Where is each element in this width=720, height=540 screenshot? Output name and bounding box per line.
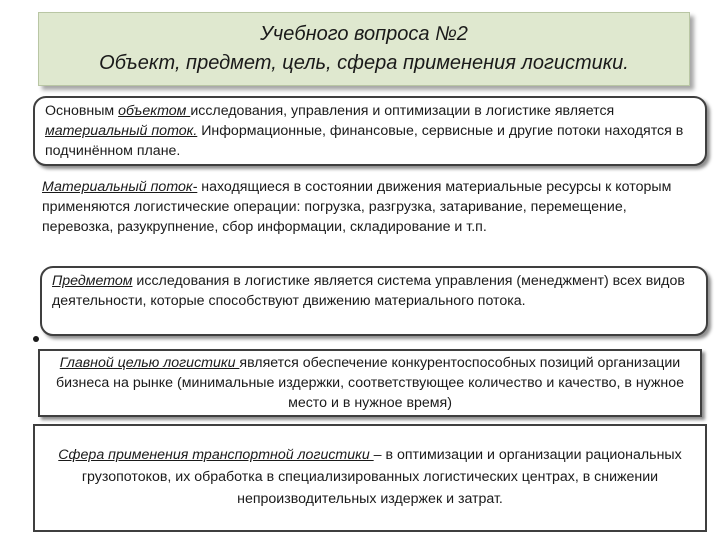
material-flow-definition-box	[34, 176, 694, 266]
subject-definition-box	[40, 266, 708, 336]
material-flow-text	[42, 177, 686, 237]
material-flow-body: находящиеся в состоянии движения материальные ресурсы к которым применяются логистические операции: погрузка, разгрузка, затаривание, перемещение, перевозка, разукрупнение, сбор информации, складирование и т.п.	[42, 179, 672, 235]
subject-text	[52, 271, 696, 311]
bullet-dot	[33, 336, 39, 342]
material-flow-term: материальный поток.	[45, 123, 198, 139]
object-prefix: Основным	[45, 103, 119, 119]
scope-term: Сфера применения транспортной логистики	[58, 447, 374, 463]
subject-term: Предметом	[52, 273, 133, 289]
goal-term: Главной целью логистики	[59, 355, 240, 371]
scope-text	[43, 444, 697, 510]
title-line-1: Учебного вопроса №2	[260, 23, 468, 45]
slide-title	[38, 12, 690, 86]
subject-body: исследования в логистике является система управления (менеджмент) всех видов деятельности, которые способствуют движению материального потока.	[52, 273, 685, 309]
title-line-2: Объект, предмет, цель, сфера применения логистики.	[99, 52, 629, 74]
goal-body: является обеспечение конкурентоспособных позиций организации бизнеса на рынке (минимальные издержки, соответствующее количество и качество, в нужное место и в нужное время)	[55, 355, 685, 411]
object-definition-box	[33, 96, 707, 166]
object-definition-text	[45, 101, 695, 161]
object-text-2: Информационные, финансовые, сервисные и другие потоки находятся в подчинённом плане.	[45, 123, 684, 159]
goal-definition-box	[38, 349, 702, 417]
goal-text	[48, 353, 692, 413]
object-term: объектом	[118, 103, 191, 119]
scope-body: – в оптимизации и организации рациональных грузопотоков, их обработка в специализированных логистических центрах, в снижении непроизводительных издержек и затрат.	[81, 447, 682, 507]
material-flow-heading: Материальный поток-	[42, 179, 198, 195]
object-text-1: исследования, управления и оптимизации в логистике является	[190, 103, 615, 119]
scope-definition-box	[33, 424, 707, 532]
